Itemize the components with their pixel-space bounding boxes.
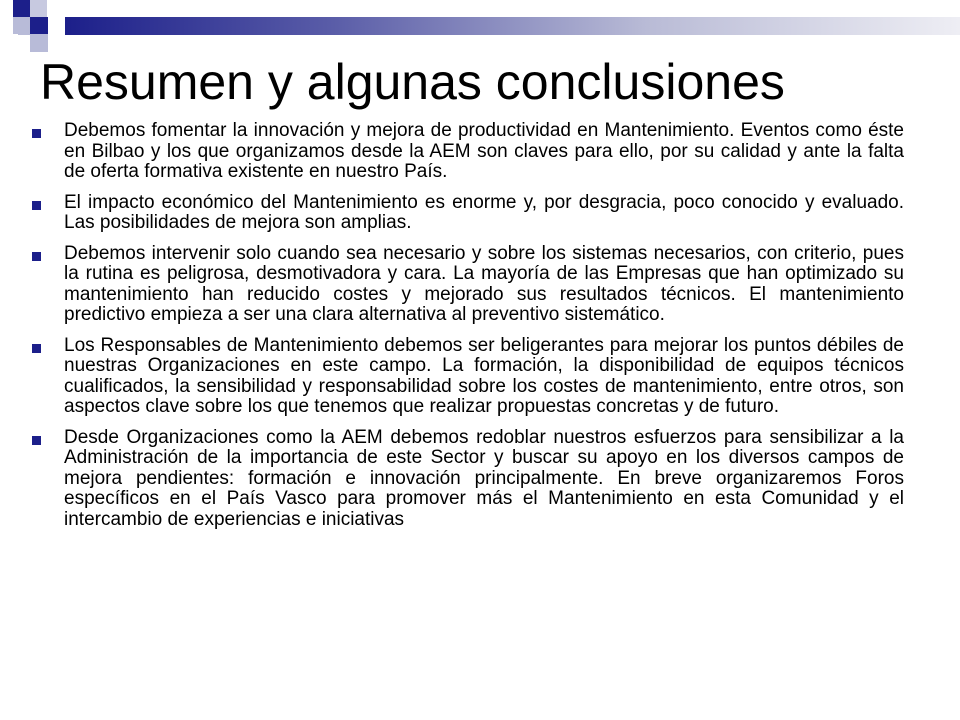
decorative-square bbox=[30, 0, 48, 18]
decorative-square bbox=[0, 34, 18, 52]
bullet-item bbox=[24, 244, 904, 326]
decorative-square bbox=[47, 0, 65, 18]
bullet-item bbox=[24, 121, 904, 183]
bullet-text: Desde Organizaciones como la AEM debemos redoblar nuestros esfuerzos para sensibilizar a la Administración de la importancia de este Sector y buscar su apoyo en los diversos campos de mejora pendientes: formación e innovación principalmente. En breve organizaremos Foros específicos en el País Vasco para promover más el Mantenimiento en esta Comunidad y el intercambio de experiencias e iniciativas bbox=[64, 426, 904, 530]
bullet-item bbox=[24, 428, 904, 531]
square-bullet-icon bbox=[32, 344, 41, 353]
decorative-square bbox=[30, 34, 48, 52]
decorative-gradient-bar bbox=[65, 17, 960, 35]
bullet-text: Debemos intervenir solo cuando sea necesario y sobre los sistemas necesarios, con criterio, pues la rutina es peligrosa, desmotivadora y cara. La mayoría de las Empresas que han optimizado su mantenimiento han reducido costes y mejorado sus resultados técnicos. El mantenimiento predictivo empieza a ser una clara alternativa al preventivo sistemático. bbox=[64, 242, 904, 325]
bullet-text: El impacto económico del Mantenimiento es enorme y, por desgracia, poco conocido y evaluado. Las posibilidades de mejora son amplias. bbox=[64, 191, 904, 233]
square-bullet-icon bbox=[32, 129, 41, 138]
square-bullet-icon bbox=[32, 252, 41, 261]
slide-title: Resumen y algunas conclusiones bbox=[40, 54, 785, 110]
decorative-square bbox=[13, 17, 31, 35]
bullet-item bbox=[24, 193, 904, 234]
bullet-item bbox=[24, 336, 904, 418]
square-bullet-icon bbox=[32, 436, 41, 445]
decorative-square bbox=[13, 0, 31, 18]
decorative-square bbox=[30, 17, 48, 35]
bullet-text: Los Responsables de Mantenimiento debemos ser beligerantes para mejorar los puntos débiles de nuestras Organizaciones en este campo. La formación, la disponibilidad de equipos técnicos cualificados, la sensibilidad y responsabilidad sobre los costes de mantenimiento, entre otros, son aspectos clave sobre los que tenemos que realizar propuestas concretas y de futuro. bbox=[64, 334, 904, 417]
square-bullet-icon bbox=[32, 201, 41, 210]
bullet-text: Debemos fomentar la innovación y mejora de productividad en Mantenimiento. Eventos como éste en Bilbao y los que organizamos desde la AEM son claves para ello, por su calidad y ante la falta de oferta formativa existente en nuestro País. bbox=[64, 120, 904, 182]
bullet-list bbox=[24, 121, 904, 540]
